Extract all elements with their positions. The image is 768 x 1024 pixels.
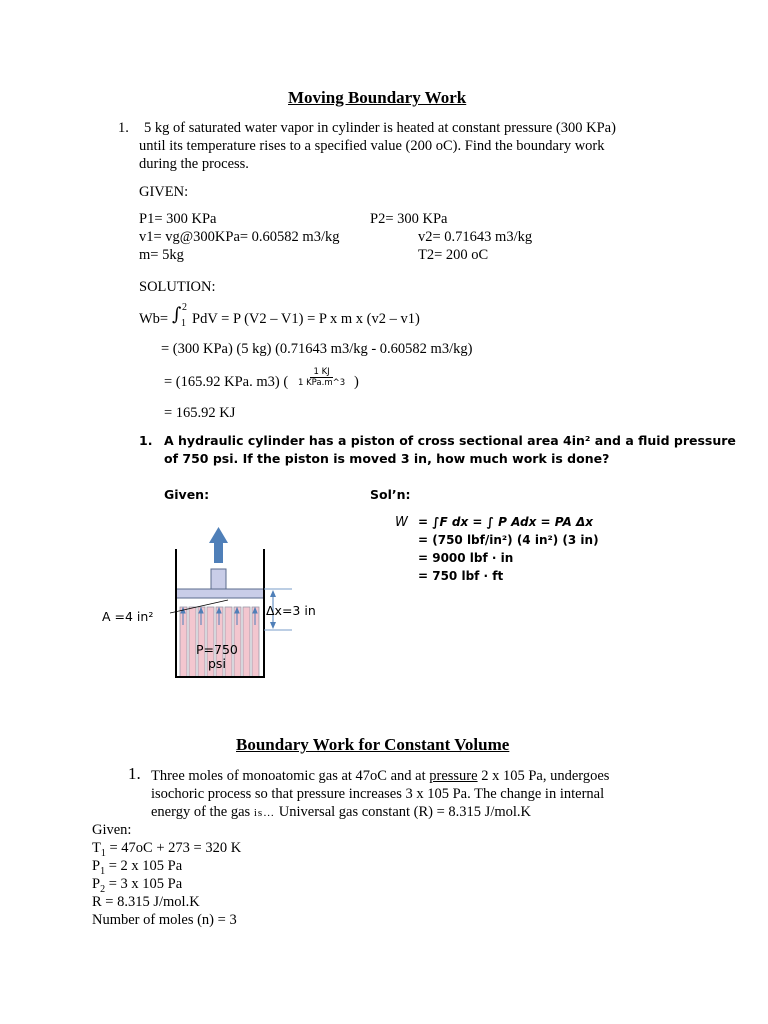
problem1-line-3: during the process. — [139, 156, 249, 172]
kj-fraction — [296, 367, 347, 388]
given-p2-sym: P — [92, 876, 101, 892]
problem3-line-3-pre: energy of the gas — [151, 804, 254, 820]
w-symbol: W — [395, 515, 408, 530]
problem1-line-2: until its temperature rises to a specified value (200 oC). Find the boundary work — [139, 138, 605, 154]
problem3-line-2: isochoric process so that pressure increases 3 x 105 Pa. The change in internal — [151, 786, 605, 802]
kj-fraction-denominator: 1 KPa.m^3 — [298, 378, 346, 388]
soln-line-3: = 9000 lbf · in — [418, 551, 514, 565]
soln-label: Sol’n: — [370, 487, 411, 502]
given-p1-rest: = 2 x 105 Pa — [105, 858, 183, 874]
given-p1-sym: P — [92, 858, 101, 874]
problem3-number: 1. — [128, 764, 141, 783]
solution-label: SOLUTION: — [139, 279, 216, 295]
pressure-link[interactable]: pressure — [429, 768, 478, 784]
eq2: = (300 KPa) (5 kg) (0.71643 m3/kg - 0.60582 m3/kg) — [161, 341, 473, 357]
given-r — [92, 893, 200, 911]
soln-line-2: = (750 lbf/in²) (4 in²) (3 in) — [418, 533, 599, 547]
problem1-number: 1. — [118, 120, 129, 136]
kj-fraction-numerator: 1 KJ — [310, 367, 332, 378]
integral-lower: 1 — [181, 318, 186, 329]
given-p2-sub: 2 — [100, 883, 106, 895]
given-v1: v1= vg@300KPa= 0.60582 m3/kg — [139, 229, 340, 245]
soln-line-4: = 750 lbf · ft — [418, 569, 504, 583]
pressure-label-2: psi — [208, 656, 226, 671]
given-n — [92, 911, 237, 929]
given-label-2: Given: — [164, 487, 210, 502]
given-p1-sub: 1 — [100, 865, 106, 877]
given-r-sym: R — [92, 894, 102, 910]
given-p2: P2= 300 KPa — [370, 211, 448, 227]
given-n-rest: = 3 — [214, 912, 237, 928]
problem3-line-1-pre: Three moles of monoatomic gas at 47oC and at — [151, 768, 430, 784]
pressure-label-1: P=750 — [196, 642, 238, 657]
given-p1: P1= 300 KPa — [139, 211, 217, 227]
section1-title: Moving Boundary Work — [288, 88, 467, 107]
soln-line-1-text: = ∫F dx = ∫ P Adx = PA Δx — [418, 515, 593, 529]
given-label: GIVEN: — [139, 184, 189, 200]
given-t1-rest: = 47oC + 273 = 320 K — [105, 840, 242, 856]
soln-line-1 — [418, 515, 593, 529]
problem3-line-1-post: 2 x 105 Pa, undergoes — [477, 768, 610, 784]
given-n-sym: Number of moles (n) — [92, 912, 215, 928]
given-p2-rest: = 3 x 105 Pa — [105, 876, 183, 892]
problem3-line-3 — [151, 803, 531, 822]
problem3-line-3-post: Universal gas constant (R) = 8.315 J/mol.K — [275, 804, 532, 820]
problem2-line-2: of 750 psi. If the piston is moved 3 in, how much work is done? — [164, 451, 610, 466]
integral-upper: 2 — [182, 302, 187, 313]
given-t1-sym: T — [92, 840, 101, 856]
eq4: = 165.92 KJ — [164, 405, 236, 421]
given-t2: T2= 200 oC — [418, 247, 489, 263]
eq3-suffix: ) — [354, 374, 359, 390]
eq3-prefix: = (165.92 KPa. m3) ( — [164, 374, 289, 390]
problem2-number: 1. — [139, 433, 153, 448]
area-label: A =4 in² — [102, 609, 154, 624]
problem2-line-1: A hydraulic cylinder has a piston of cross sectional area 4in² and a fluid pressure — [164, 433, 736, 448]
piston-rod — [211, 569, 226, 589]
problem1-line-1: 5 kg of saturated water vapor in cylinder is heated at constant pressure (300 KPa) — [144, 120, 616, 136]
section3-title: Boundary Work for Constant Volume — [236, 735, 510, 754]
up-arrow-icon — [209, 527, 228, 563]
given-m: m= 5kg — [139, 247, 184, 263]
piston-plate — [176, 589, 264, 598]
given-r-rest: = 8.315 J/mol.K — [101, 894, 200, 910]
given-label-3: Given: — [92, 822, 132, 838]
dx-label: Δx=3 in — [266, 603, 316, 618]
problem3-line-1 — [151, 767, 609, 785]
problem3-ellipsis: is… — [253, 807, 276, 819]
eq1-prefix: Wb= — [139, 311, 169, 327]
given-v2: v2= 0.71643 m3/kg — [418, 229, 533, 245]
given-t1-sub: 1 — [100, 847, 106, 859]
integral-sign: ∫ — [172, 304, 182, 325]
eq1-rest: PdV = P (V2 – V1) = P x m x (v2 – v1) — [192, 311, 420, 327]
